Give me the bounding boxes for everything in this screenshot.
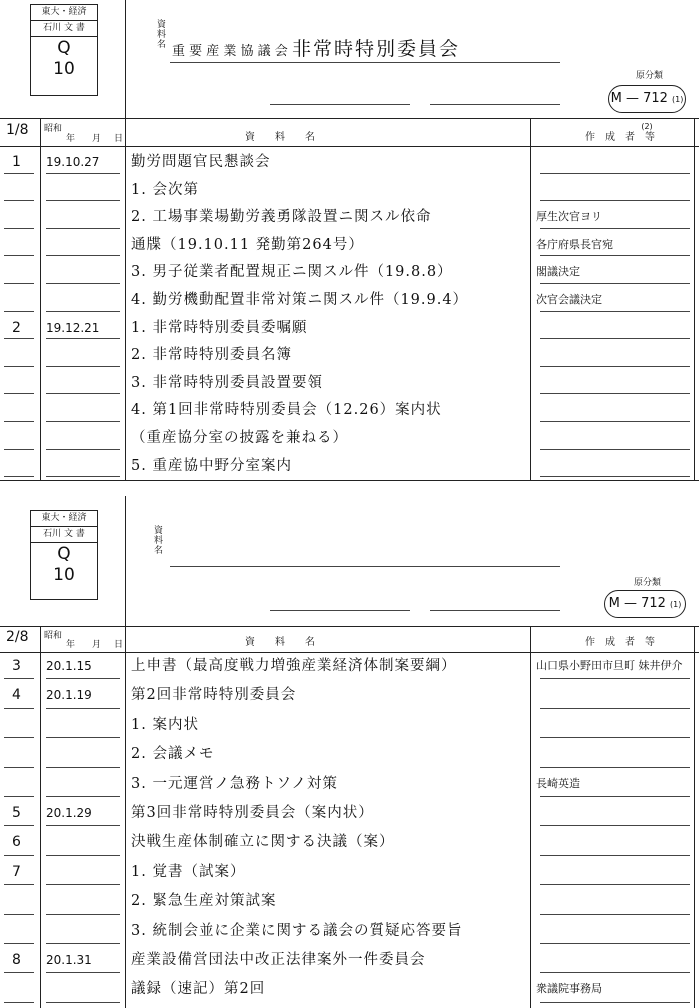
row-rule — [540, 449, 690, 450]
row-rule — [540, 476, 690, 477]
row-rule — [46, 228, 120, 229]
row-rule — [4, 825, 34, 826]
row-rule — [540, 338, 690, 339]
row-title: 3. 非常時特別委員設置要領 — [131, 374, 323, 391]
table-top-line — [0, 118, 699, 119]
row-rule — [540, 393, 690, 394]
hdr-material: 資 料 名 — [245, 132, 315, 143]
row-rule — [46, 914, 120, 915]
row-rule — [540, 767, 690, 768]
row-rule — [4, 796, 34, 797]
row-rule — [4, 678, 34, 679]
row-number: 4 — [12, 687, 21, 704]
row-number: 6 — [12, 834, 21, 851]
hdr-day: 日 — [114, 640, 124, 650]
row-rule — [4, 173, 34, 174]
row-title: 2. 非常時特別委員名簿 — [131, 347, 292, 364]
row-rule — [46, 311, 120, 312]
row-rule — [540, 200, 690, 201]
row-rule — [540, 737, 690, 738]
stamp-line2: 石川 文 書 — [31, 21, 97, 37]
hdr-era: 昭和 — [44, 631, 63, 641]
code-sub: (1)(2) — [641, 95, 684, 131]
stamp-line2: 石川 文 書 — [31, 527, 97, 543]
row-rule — [540, 796, 690, 797]
row-title: 1. 非常時特別委員委嘱願 — [131, 319, 308, 336]
row-rule — [4, 255, 34, 256]
row-rule — [46, 943, 120, 944]
row-rule — [540, 421, 690, 422]
row-rule — [540, 311, 690, 312]
row-title: 産業設備営団法中改正法律案外一件委員会 — [131, 952, 426, 968]
row-rule — [46, 476, 120, 477]
row-rule — [540, 366, 690, 367]
row-title: 決戦生産体制確立に関する決議（案） — [131, 834, 395, 851]
row-rule — [540, 825, 690, 826]
row-date: 20.1.15 — [46, 659, 92, 673]
hdr-author: 作 成 者 等 — [585, 132, 655, 143]
row-rule — [4, 914, 34, 915]
row-rule — [46, 1002, 120, 1003]
hdr-month: 月 — [92, 134, 102, 144]
classification-code — [608, 85, 686, 131]
code-sub: (1) — [670, 600, 682, 609]
hdr-author: 作 成 者 等 — [585, 637, 655, 648]
row-title: 第2回非常時特別委員会 — [131, 687, 297, 704]
archive-stamp — [30, 510, 98, 600]
archive-stamp — [30, 4, 98, 96]
row-author: 次官会議決定 — [536, 293, 602, 306]
row-date: 20.1.29 — [46, 806, 92, 820]
stamp-line1: 東大・経済 — [31, 5, 97, 21]
row-rule — [46, 825, 120, 826]
row-rule — [540, 173, 690, 174]
sheet1-title-prefix: 重 要 産 業 協 議 会 — [172, 44, 288, 59]
row-rule — [46, 200, 120, 201]
row-rule — [540, 855, 690, 856]
row-title: 2. 緊急生産対策試案 — [131, 893, 277, 910]
row-rule — [46, 338, 120, 339]
row-number: 8 — [12, 952, 21, 968]
shiryomei-label: 資料名 — [157, 20, 167, 50]
row-title: 勤労問題官民懇談会 — [131, 154, 271, 170]
row-rule — [46, 796, 120, 797]
row-date: 20.1.31 — [46, 953, 92, 967]
row-rule — [4, 855, 34, 856]
row-author: 各庁府県長官宛 — [536, 237, 613, 251]
row-title: 4. 勤労機動配置非常対策ニ関スル件（19.9.4） — [131, 292, 469, 308]
row-title: 2. 会議メモ — [131, 746, 215, 763]
hdr-material: 資 料 名 — [245, 637, 315, 648]
row-rule — [4, 708, 34, 709]
row-title: 4. 第1回非常時特別委員会（12.26）案内状 — [131, 402, 442, 419]
row-rule — [4, 943, 34, 944]
row-rule — [4, 1002, 34, 1003]
row-rule — [540, 943, 690, 944]
row-date: 20.1.19 — [46, 688, 92, 703]
row-rule — [4, 283, 34, 284]
hdr-year: 年 — [66, 134, 76, 144]
stamp-number: 10 — [53, 565, 75, 585]
col-line — [694, 626, 695, 1008]
row-rule — [4, 972, 34, 973]
row-title: （重産協分室の披露を兼ねる） — [131, 430, 348, 446]
header-bottom-line — [0, 652, 699, 653]
sheet2-page: 2/8 — [6, 629, 29, 645]
hdr-day: 日 — [114, 134, 124, 144]
row-rule — [540, 914, 690, 915]
hdr-era: 昭和 — [44, 124, 63, 134]
row-date: 19.10.27 — [46, 155, 100, 169]
blank-line — [270, 104, 410, 105]
row-rule — [46, 173, 120, 174]
hdr-month: 月 — [92, 640, 102, 650]
row-title: 5. 重産協中野分室案内 — [131, 457, 292, 474]
shiryomei-label: 資料名 — [154, 526, 164, 556]
row-author: 山口県小野田市旦町 妹井伊介 — [536, 659, 683, 672]
classification-label: 原分類 — [634, 578, 662, 588]
row-rule — [4, 200, 34, 201]
row-rule — [540, 283, 690, 284]
row-title: 3. 一元運営ノ急務トソノ対策 — [131, 775, 338, 792]
row-title: 1. 会次第 — [131, 181, 199, 198]
col-line — [125, 626, 126, 1008]
row-rule — [4, 767, 34, 768]
row-rule — [540, 255, 690, 256]
col-line — [40, 626, 41, 1008]
header-bottom-line — [0, 146, 699, 147]
row-rule — [4, 366, 34, 367]
row-title: 1. 案内状 — [131, 716, 199, 733]
row-author: 長崎英造 — [536, 776, 580, 790]
row-rule — [46, 421, 120, 422]
row-rule — [540, 228, 690, 229]
row-number: 1 — [12, 154, 21, 170]
row-rule — [540, 678, 690, 679]
row-number: 3 — [12, 658, 21, 674]
row-rule — [4, 393, 34, 394]
row-number: 5 — [12, 805, 21, 821]
row-author: 閣議決定 — [536, 265, 580, 279]
row-rule — [46, 255, 120, 256]
row-title: 第3回非常時特別委員会（案内状） — [131, 805, 374, 821]
sheet1-title-main: 非常時特別委員会 — [291, 38, 460, 60]
row-rule — [46, 972, 120, 973]
stamp-line1: 東大・経済 — [31, 511, 97, 527]
row-rule — [46, 366, 120, 367]
col-line — [530, 626, 531, 1008]
row-rule — [46, 393, 120, 394]
row-rule — [46, 283, 120, 284]
code-text: M — 712 — [608, 596, 666, 611]
title-underline — [170, 566, 560, 567]
row-number: 7 — [12, 863, 21, 880]
row-title: 3. 統制会並に企業に関する議会の質疑応答要旨 — [131, 922, 463, 939]
row-rule — [4, 884, 34, 885]
row-author: 衆議院事務局 — [536, 982, 602, 996]
stamp-letter: Q — [57, 544, 71, 564]
row-title: 上申書（最高度戦力増強産業経済体制案要綱） — [131, 658, 457, 674]
row-rule — [46, 708, 120, 709]
row-title: 議録（速記）第2回 — [131, 981, 266, 998]
row-rule — [4, 449, 34, 450]
row-rule — [4, 421, 34, 422]
row-rule — [4, 338, 34, 339]
row-title: 2. 工場事業場勤労義勇隊設置ニ関スル依命 — [131, 209, 432, 226]
row-rule — [46, 884, 120, 885]
row-title: 3. 男子従業者配置規正ニ関スル件（19.8.8） — [131, 264, 453, 281]
hdr-year: 年 — [66, 640, 76, 650]
row-rule — [540, 972, 690, 973]
row-rule — [4, 311, 34, 312]
divider — [125, 0, 126, 118]
row-rule — [46, 737, 120, 738]
divider — [125, 496, 126, 626]
title-underline — [170, 62, 560, 63]
col-line — [125, 118, 126, 480]
row-rule — [4, 737, 34, 738]
table-bottom-line — [0, 480, 699, 481]
code-text: M — 712 — [610, 91, 668, 106]
row-rule — [4, 476, 34, 477]
sheet1-page: 1/8 — [6, 122, 29, 138]
col-line — [530, 118, 531, 480]
row-author: 厚生次官ヨリ — [536, 210, 602, 224]
blank-line — [270, 610, 410, 611]
blank-line — [430, 610, 560, 611]
row-rule — [46, 449, 120, 450]
row-rule — [4, 228, 34, 229]
row-date: 19.12.21 — [46, 320, 100, 335]
stamp-letter: Q — [57, 38, 71, 58]
classification-label: 原分類 — [636, 71, 664, 81]
blank-line — [430, 104, 560, 105]
row-rule — [540, 1002, 690, 1003]
row-rule — [540, 884, 690, 885]
col-line — [40, 118, 41, 480]
classification-code — [604, 590, 686, 618]
row-rule — [540, 708, 690, 709]
row-rule — [46, 855, 120, 856]
row-number: 2 — [12, 319, 21, 336]
sheet1-title — [172, 34, 460, 61]
col-line — [694, 118, 695, 480]
row-rule — [46, 767, 120, 768]
table-top-line — [0, 626, 699, 627]
stamp-number: 10 — [53, 59, 75, 79]
row-title: 1. 覚書（試案） — [131, 863, 246, 880]
row-rule — [46, 678, 120, 679]
row-title: 通牒（19.10.11 発勤第264号） — [131, 236, 364, 253]
